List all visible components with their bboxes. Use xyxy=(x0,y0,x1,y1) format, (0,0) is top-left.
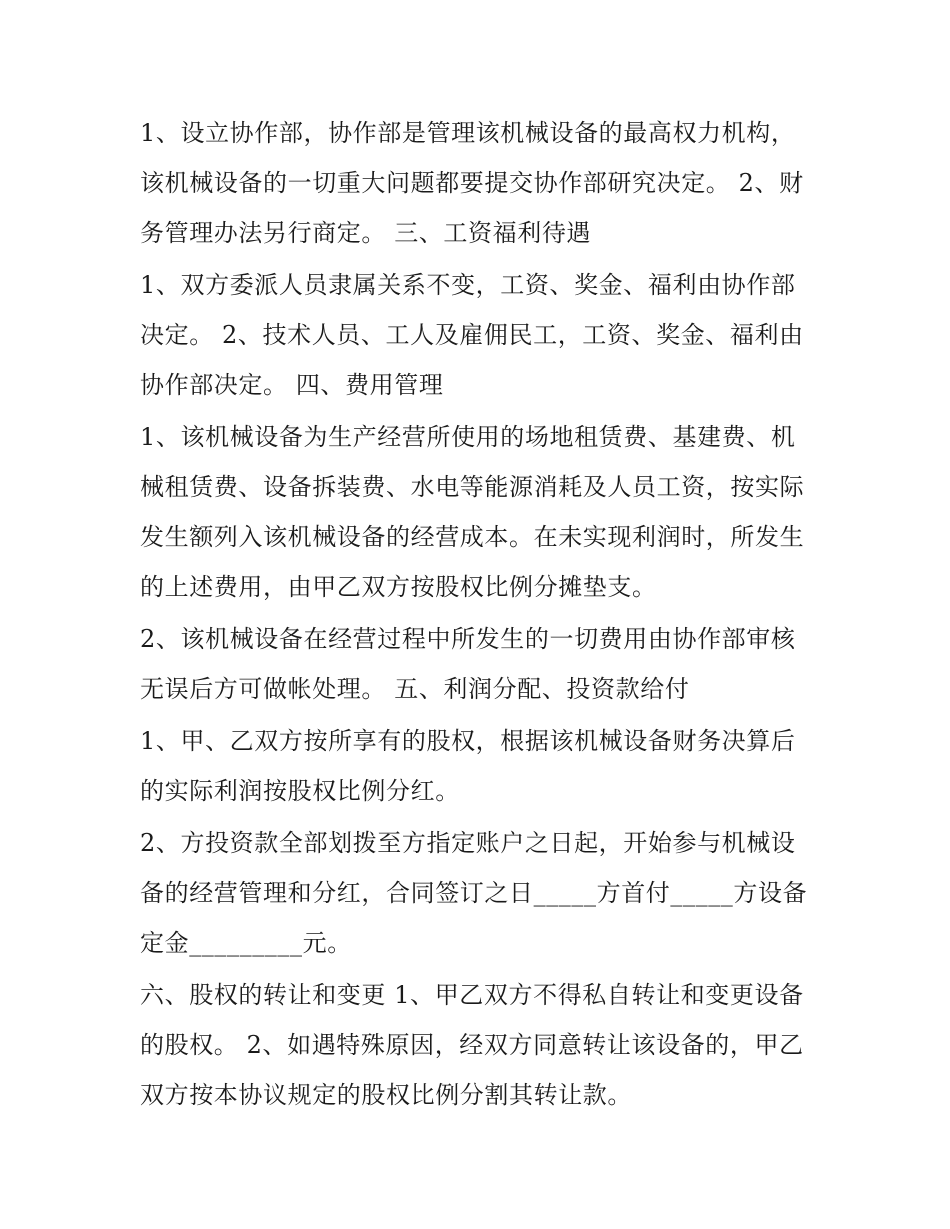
paragraph-3: 1、该机械设备为生产经营所使用的场地租赁费、基建费、机械租赁费、设备拆装费、水电等能源消耗及人员工资，按实际发生额列入该机械设备的经营成本。在未实现利润时，所发生的上述费用，由甲乙双方按股权比例分摊垫支。 xyxy=(140,423,805,601)
paragraph-5: 1、甲、乙双方按所享有的股权，根据该机械设备财务决算后的实际利润按股权比例分红。 xyxy=(140,727,796,805)
paragraph-6: 2、方投资款全部划拨至方指定账户之日起，开始参与机械设备的经营管理和分红，合同签订之日_____方首付_____方设备定金_________元。 xyxy=(140,829,808,957)
paragraph-2: 1、双方委派人员隶属关系不变，工资、奖金、福利由协作部决定。 2、技术人员、工人及雇佣民工，工资、奖金、福利由协作部决定。 四、费用管理 xyxy=(140,271,804,399)
document-body xyxy=(140,108,820,1120)
paragraph-1: 1、设立协作部，协作部是管理该机械设备的最高权力机构，该机械设备的一切重大问题都要提交协作部研究决定。 2、财务管理办法另行商定。 三、工资福利待遇 xyxy=(140,119,804,247)
paragraph-4: 2、该机械设备在经营过程中所发生的一切费用由协作部审核无误后方可做帐处理。 五、利润分配、投资款给付 xyxy=(140,625,796,703)
paragraph-7: 六、股权的转让和变更 1、甲乙双方不得私自转让和变更设备的股权。 2、如遇特殊原因，经双方同意转让该设备的，甲乙双方按本协议规定的股权比例分割其转让款。 xyxy=(140,981,804,1109)
